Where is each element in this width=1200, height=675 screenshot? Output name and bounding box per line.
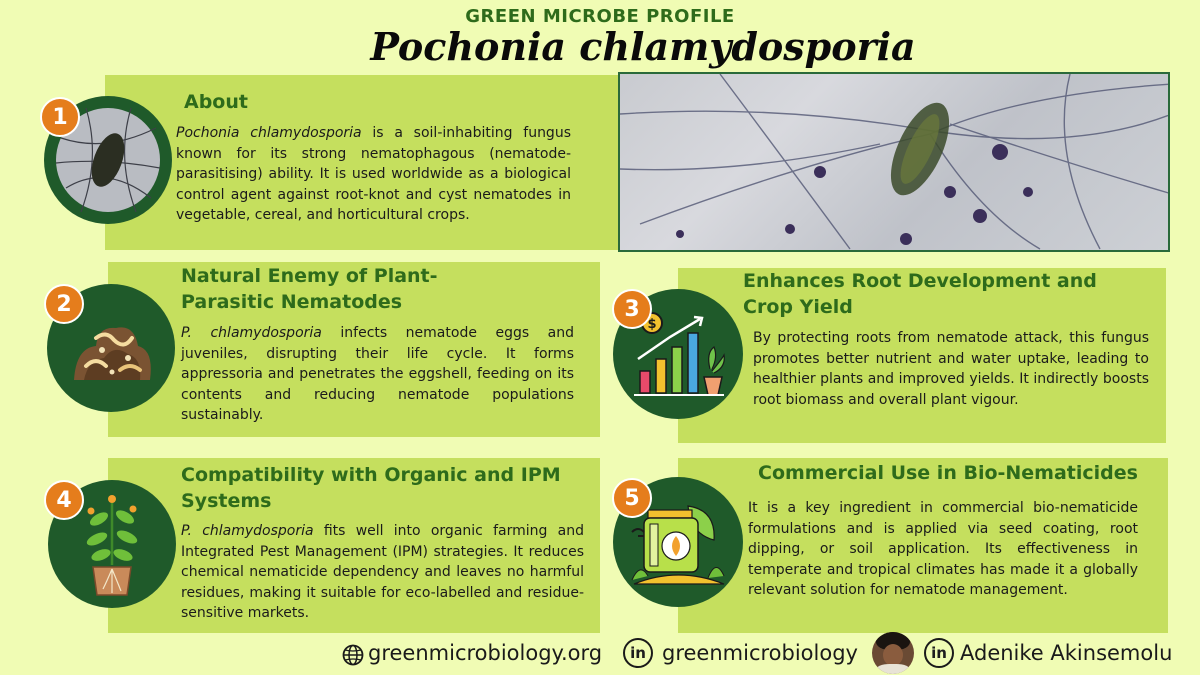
linkedin-handle-link[interactable]: greenmicrobiology bbox=[662, 641, 858, 665]
section-root-development-text: By protecting roots from nematode attack, this fungus promotes better nutrient and water uptake, leading to healthier plants and improved yields. It indirectly boosts root biomass and overall plant vigour. bbox=[753, 330, 1149, 408]
section-1-number-badge: 1 bbox=[40, 97, 80, 137]
section-2-number-badge: 2 bbox=[44, 284, 84, 324]
linkedin-icon: in bbox=[623, 638, 653, 668]
nematode-soil-icon bbox=[66, 308, 156, 388]
page-title: Pochonia chlamydosporia bbox=[370, 24, 916, 69]
section-compatibility-title: Compatibility with Organic and IPM Systems bbox=[181, 464, 561, 512]
section-commercial-use-body bbox=[748, 498, 1138, 601]
website-link[interactable]: greenmicrobiology.org bbox=[368, 641, 603, 665]
linkedin-author-icon: in bbox=[924, 638, 954, 668]
species-name: Pochonia chlamydosporia bbox=[176, 125, 362, 141]
section-natural-enemy-text: infects nematode eggs and juveniles, disrupting their life cycle. It forms appressoria and penetrates the eggshell, feeding on its contents and reducing nematode populations sustainably. bbox=[181, 325, 574, 423]
supertitle: GREEN MICROBE PROFILE bbox=[465, 6, 735, 27]
potted-plant-icon bbox=[77, 489, 147, 599]
section-5-number-badge: 5 bbox=[612, 478, 652, 518]
section-3-number-badge: 3 bbox=[612, 289, 652, 329]
species-name-short: P. chlamydosporia bbox=[181, 325, 322, 341]
section-compatibility-text: fits well into organic farming and Integrated Pest Management (IPM) strategies. It reduces chemical nematicide dependency and leaves no harmful residues, making it suitable for eco-labelled and residue-sensitive markets. bbox=[181, 523, 584, 621]
section-about-title: About bbox=[184, 91, 248, 113]
fungus-micrograph-photo bbox=[618, 72, 1170, 252]
section-natural-enemy-title: Natural Enemy of Plant-Parasitic Nematodes bbox=[181, 265, 438, 313]
section-about-body bbox=[176, 123, 571, 226]
section-4-number-badge: 4 bbox=[44, 480, 84, 520]
section-root-development-title: Enhances Root Development and Crop Yield bbox=[743, 270, 1097, 318]
globe-icon bbox=[342, 644, 364, 666]
section-commercial-use-title: Commercial Use in Bio-Nematicides bbox=[758, 462, 1138, 484]
section-about-text: is a soil-inhabiting fungus known for its strong nematophagous (nematode-parasitising) ability. It is used worldwide as a biological control agent against root-knot and cyst nematodes in vegetable, cereal, and horticultural crops. bbox=[176, 125, 571, 223]
section-compatibility-body bbox=[181, 521, 584, 624]
section-natural-enemy-body bbox=[181, 323, 574, 426]
avatar bbox=[872, 632, 914, 674]
section-root-development-body bbox=[753, 328, 1149, 410]
section-commercial-use-text: It is a key ingredient in commercial bio-nematicide formulations and is applied via seed coating, root dipping, or soil application. Its effectiveness in temperate and tropical climates has made it a globally relevant solution for nematode management. bbox=[748, 500, 1138, 598]
svg-text:$: $ bbox=[647, 317, 657, 332]
species-name-short: P. chlamydosporia bbox=[181, 523, 314, 539]
author-link[interactable]: Adenike Akinsemolu bbox=[960, 641, 1173, 665]
